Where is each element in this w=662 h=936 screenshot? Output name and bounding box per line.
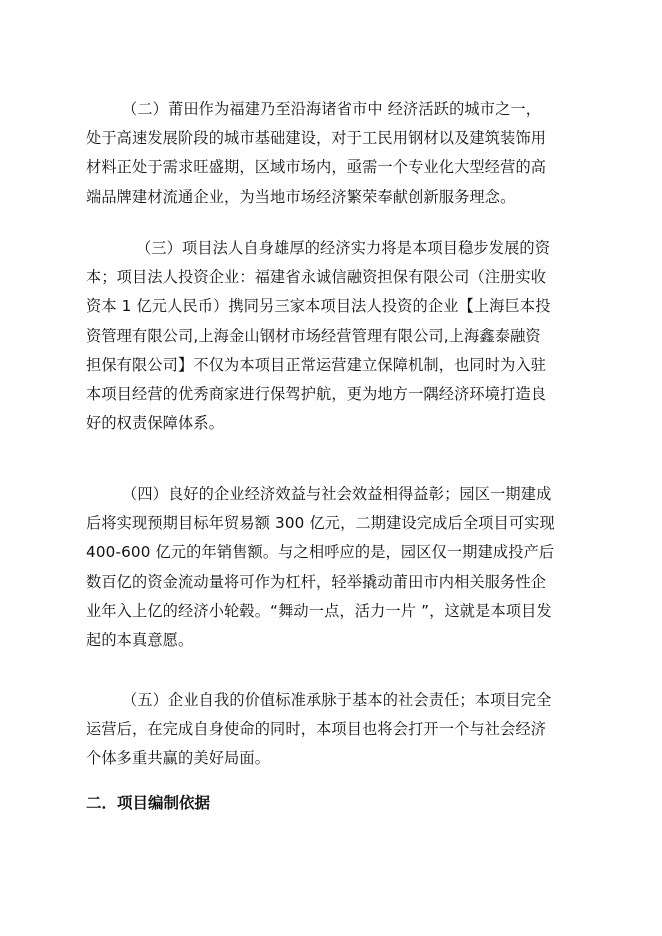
paragraph-line: 运营后，在完成自身使命的同时，本项目也将会打开一个与社会经济 (86, 720, 547, 739)
paragraph-line: 端品牌建材流通企业，为当地市场经济繁荣奉献创新服务理念。 (86, 187, 516, 206)
paragraph-line: （四）良好的企业经济效益与社会效益相得益彰；园区一期建成 (122, 485, 552, 503)
paragraph-line: 处于高速发展阶段的城市基础建设，对于工民用钢材以及建筑装饰用 (86, 129, 547, 148)
paragraph-line: 材料正处于需求旺盛期，区域市场内，亟需一个专业化大型经营的高 (86, 158, 547, 177)
paragraph-line: 本；项目法人投资企业：福建省永诚信融资担保有限公司（注册实收 (86, 268, 547, 287)
paragraph-line: （二）莆田作为福建乃至沿海诸省市中 经济活跃的城市之一， (122, 100, 542, 118)
paragraph-line: 好的权责保障体系。 (86, 414, 225, 433)
paragraph-line: 后将实现预期目标年贸易额 300 亿元，二期建设完成后全项目可实现 (86, 514, 555, 533)
paragraph-line: 业年入上亿的经济小轮毂。“舞动一点，活力一片 ”，这就是本项目发 (86, 601, 552, 620)
paragraph-4 (86, 480, 580, 655)
paragraph-line: 担保有限公司】不仅为本项目正常运营建立保障机制，也同时为入驻 (86, 355, 547, 374)
paragraph-line: 个体多重共赢的美好局面。 (86, 749, 271, 768)
paragraph-3 (86, 234, 580, 438)
paragraph-line: （三）项目法人自身雄厚的经济实力将是本项目稳步发展的资 (136, 239, 551, 257)
paragraph-line: 400-600 亿元的年销售额。与之相呼应的是，园区仅一期建成投产后 (86, 543, 555, 562)
paragraph-line: 起的本真意愿。 (86, 630, 194, 649)
paragraph-5 (86, 686, 580, 774)
paragraph-line: 数百亿的资金流动量将可作为杠杆，轻举撬动莆田市内相关服务性企 (86, 572, 547, 591)
paragraph-line: 资本 1 亿元人民币）携同另三家本项目法人投资的企业【上海巨本投 (86, 297, 551, 316)
paragraph-line: （五）企业自我的价值标准承脉于基本的社会责任；本项目完全 (122, 691, 552, 709)
paragraph-2 (86, 95, 580, 212)
paragraph-line: 本项目经营的优秀商家进行保驾护航，更为地方一隅经济环境打造良 (86, 384, 547, 403)
section-heading: 二．项目编制依据 (86, 794, 211, 812)
paragraph-line: 资管理有限公司,上海金山钢材市场经营管理有限公司,上海鑫泰融资 (86, 326, 541, 345)
